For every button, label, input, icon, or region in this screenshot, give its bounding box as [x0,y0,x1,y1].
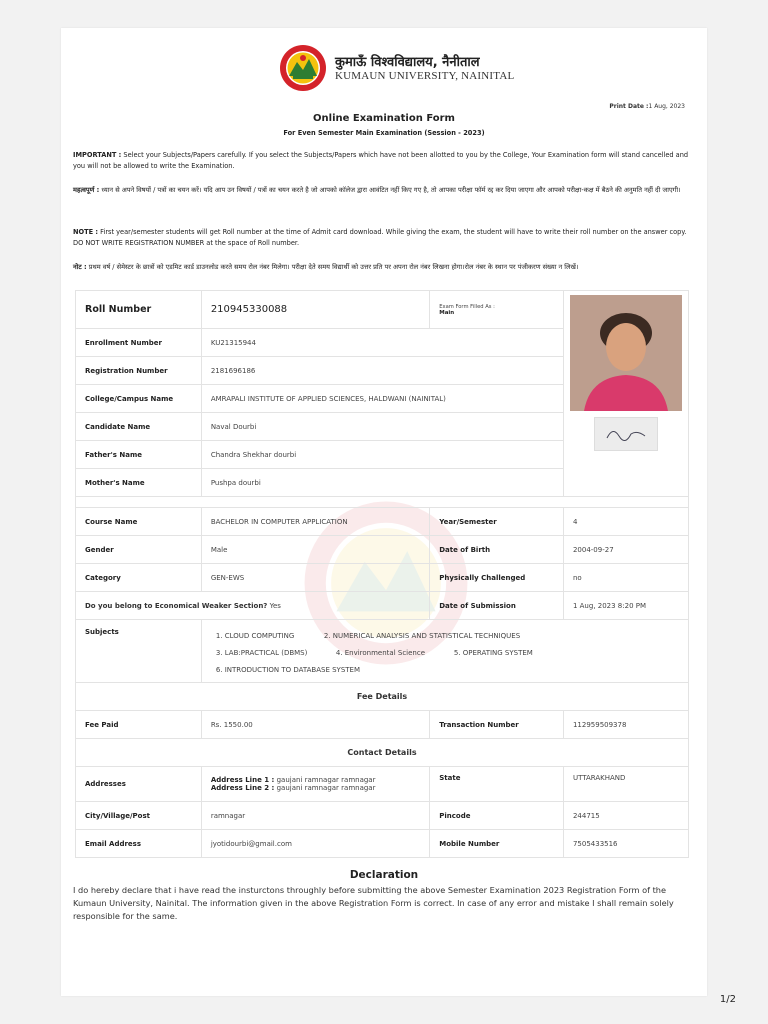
category-label: Category [76,564,202,592]
subjects-list [202,624,688,678]
declaration-text: I do hereby declare that i have read the insturctons throughly before submitting the above Semester Examination 2023 Registration Form of the Kumaun University, Nainital. The information given in the above Registration Form is correct. In case of any error and mistake I shall remain solely responsible for the same. [73,885,674,921]
candidate-name-value: Naval Dourbi [201,413,563,441]
roll-number-note-hindi: नोट : प्रथम वर्ष / सेमेस्टर के छात्रों को एडमिट कार्ड डाउनलोड करते समय रोल नंबर मिलेगा। परीक्षा देते समय विद्यार्थी को उत्तर प्रति पर अपना रोल नंबर लिखना होगा।रोल नंबर के स्थान पर पंजीकरण संख्या न लिखें। [73,263,579,271]
signature-icon [595,418,657,450]
college-value: AMRAPALI INSTITUTE OF APPLIED SCIENCES, HALDWANI (NAINITAL) [201,385,563,413]
addresses-label: Addresses [76,767,202,802]
page-number: 1/2 [719,994,736,1005]
table-spacer-row [76,497,689,508]
student-details-table [75,290,689,858]
roll-number-label: Roll Number [76,291,202,329]
physically-challenged-value: no [563,564,688,592]
mobile-label: Mobile Number [430,830,564,858]
fee-paid-value: Rs. 1550.00 [201,711,429,739]
physically-challenged-label: Physically Challenged [430,564,564,592]
candidate-photo-icon [570,295,682,411]
subject-item: 1. CLOUD COMPUTING [215,632,295,640]
candidate-photo [570,295,682,411]
gender-label: Gender [76,536,202,564]
addresses-value: Address Line 1 : gaujani ramnagar ramnagar Address Line 2 : gaujani ramnagar ramnagar [201,767,429,802]
city-value: ramnagar [201,802,429,830]
submission-date-label: Date of Submission [430,592,564,620]
ews-cell [76,592,430,620]
state-value: UTTARAKHAND [563,767,688,802]
exam-form-label: Exam Form Filled As : [439,303,495,310]
submission-date-value: 1 Aug, 2023 8:20 PM [563,592,688,620]
mother-name-label: Mother's Name [76,469,202,497]
year-semester-label: Year/Semester [430,508,564,536]
state-label: State [430,767,564,802]
transaction-number-label: Transaction Number [430,711,564,739]
candidate-signature [594,417,658,451]
pincode-label: Pincode [430,802,564,830]
contact-details-heading: Contact Details [76,739,689,767]
university-logo-icon [279,44,327,92]
ews-label: Do you belong to Economical Weaker Section? [85,601,268,610]
dob-label: Date of Birth [430,536,564,564]
father-name-label: Father's Name [76,441,202,469]
mother-name-value: Pushpa dourbi [201,469,563,497]
course-label: Course Name [76,508,202,536]
important-note-hindi: महत्वपूर्ण : ध्यान से अपने विषयों / पत्रों का चयन करें। यदि आप उन विषयों / पत्रों का चयन करते है जो आपको कॉलेज द्वारा आवंटित नहीं किए गए है, तो आपका परीक्षा फॉर्म रद्द कर दिया जाएगा और आपको परीक्षा-कक्ष में बैठने की अनुमति नहीं दी जाएगी। [73,186,681,194]
print-date: Print Date :1 Aug, 2023 [609,103,685,110]
document-page [61,28,707,996]
email-label: Email Address [76,830,202,858]
subject-item: 5. OPERATING SYSTEM [453,649,533,657]
dob-value: 2004-09-27 [563,536,688,564]
subjects-cell [201,620,688,683]
roll-number-note: NOTE : First year/semester students will get Roll number at the time of Admit card download. While giving the exam, the student will have to write their roll number on the answer copy. DO NOT WRITE REGISTRATION NUMBER at the space of Roll number. [73,228,687,247]
fee-details-heading: Fee Details [76,683,689,711]
category-value: GEN-EWS [201,564,429,592]
letterhead [61,44,707,96]
important-note: IMPORTANT : Select your Subjects/Papers carefully. If you select the Subjects/Papers which have not been allotted to you by the College, Your Examination form will stand cancelled and you will not be allowed to write the Examination. [73,151,689,170]
father-name-value: Chandra Shekhar dourbi [201,441,563,469]
email-value: jyotidourbi@gmail.com [201,830,429,858]
university-name-hindi: कुमाऊँ विश्वविद्यालय, नैनीताल [335,55,480,70]
candidate-name-label: Candidate Name [76,413,202,441]
city-label: City/Village/Post [76,802,202,830]
pincode-value: 244715 [563,802,688,830]
transaction-number-value: 112959509378 [563,711,688,739]
declaration-title: Declaration [349,869,419,881]
subject-item: 3. LAB:PRACTICAL (DBMS) [215,649,308,657]
university-name-english: KUMAUN UNIVERSITY, NAINITAL [335,70,515,82]
form-title: Online Examination Form [313,113,455,124]
registration-label: Registration Number [76,357,202,385]
college-label: College/Campus Name [76,385,202,413]
year-semester-value: 4 [563,508,688,536]
subject-item: 6. INTRODUCTION TO DATABASE SYSTEM [215,666,361,674]
gender-value: Male [201,536,429,564]
form-subtitle: For Even Semester Main Examination (Session - 2023) [283,129,485,137]
subject-item: 2. NUMERICAL ANALYSIS AND STATISTICAL TECHNIQUES [323,632,521,640]
registration-value: 2181696186 [201,357,563,385]
subjects-label: Subjects [76,620,202,683]
photo-signature-cell [563,291,688,497]
subject-item: 4. Environmental Science [335,649,426,657]
course-value: BACHELOR IN COMPUTER APPLICATION [201,508,429,536]
roll-number-value: 210945330088 [201,291,429,329]
enrollment-label: Enrollment Number [76,329,202,357]
enrollment-value: KU21315944 [201,329,563,357]
exam-form-cell [430,291,564,329]
fee-paid-label: Fee Paid [76,711,202,739]
exam-form-value: Main [439,309,455,316]
ews-value: Yes [269,601,281,610]
mobile-value: 7505433516 [563,830,688,858]
